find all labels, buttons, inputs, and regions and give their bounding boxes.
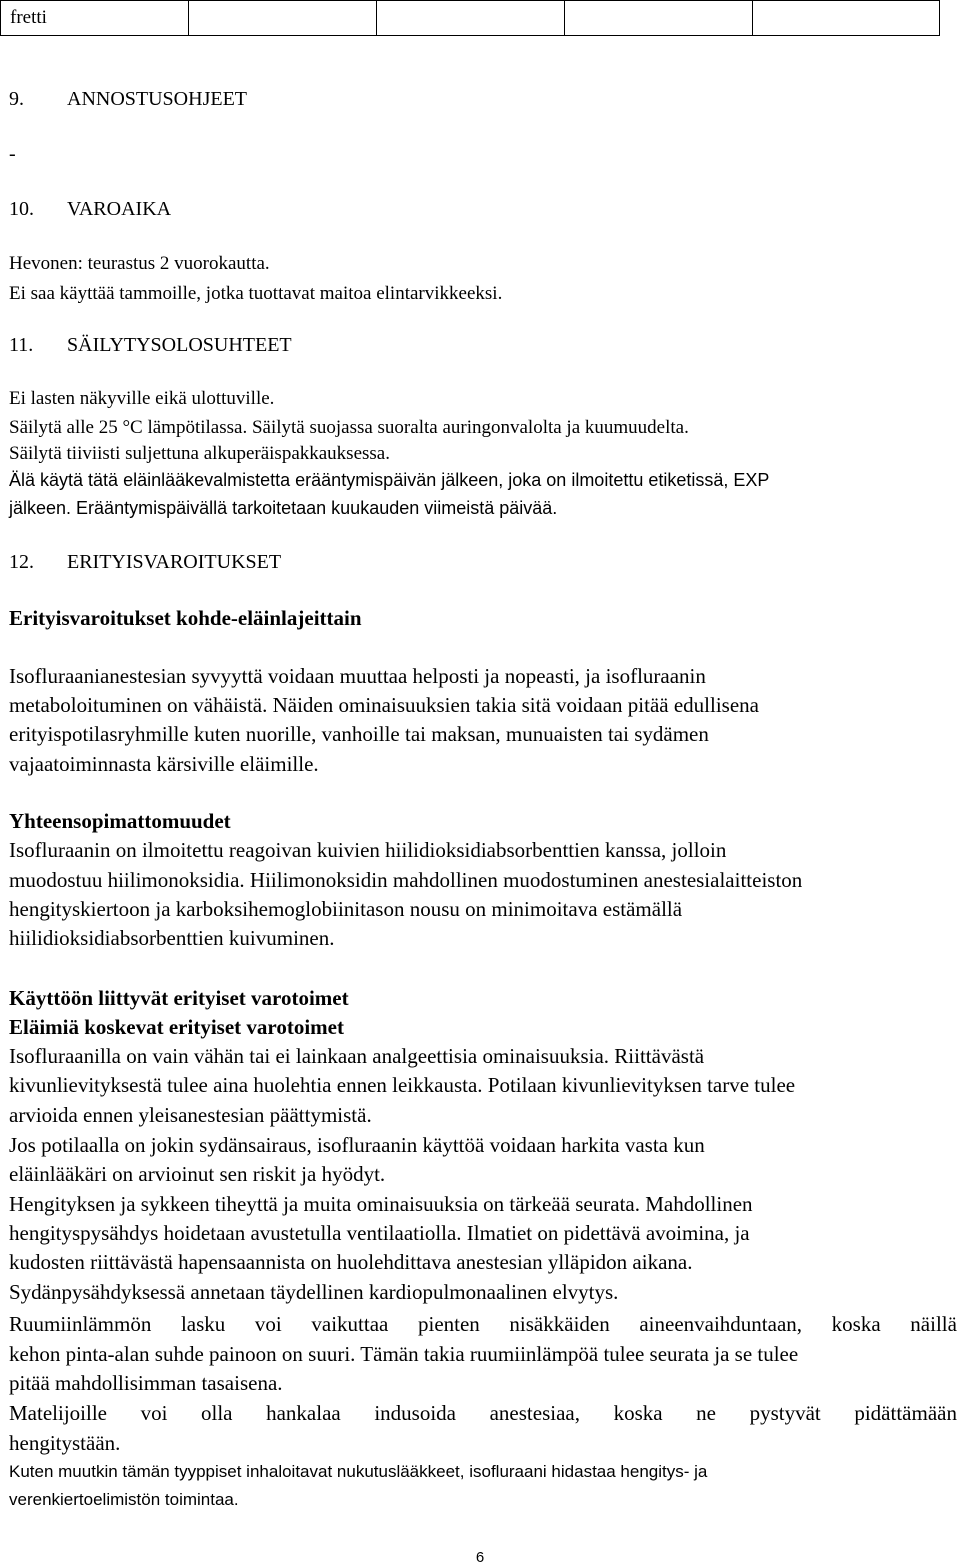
text-line: Hevonen: teurastus 2 vuorokautta. <box>9 253 270 274</box>
word: aineenvaihduntaan, <box>639 1312 803 1336</box>
text-line: metaboloituminen on vähäistä. Näiden ominaisuuksien takia sitä voidaan pitää edullisena <box>9 693 759 717</box>
text-line: Ei saa käyttää tammoille, jotka tuottavat maitoa elintarvikkeeksi. <box>9 283 503 304</box>
text-line: muodostuu hiilimonoksidia. Hiilimonoksidin mahdollinen muodostuminen anestesialaitteiston <box>9 868 803 892</box>
text-line: Isofluraanilla on vain vähän tai ei lainkaan analgeettisia ominaisuuksia. Riittävästä <box>9 1044 705 1068</box>
text-line: kudosten riittävästä hapensaannista on huolehdittava anestesian ylläpidon aikana. <box>9 1250 693 1274</box>
text-line: Jos potilaalla on jokin sydänsairaus, isofluraanin käyttöä voidaan harkita vasta kun <box>9 1133 705 1157</box>
text-line: Sydänpysähdyksessä annetaan täydellinen kardiopulmonaalinen elvytys. <box>9 1280 619 1304</box>
header-cell-empty <box>752 1 940 35</box>
text-line: pitää mahdollisimman tasaisena. <box>9 1371 283 1395</box>
subheading: Eläimiä koskevat erityiset varotoimet <box>9 1015 344 1039</box>
word: koska <box>613 1401 663 1425</box>
subheading: Erityisvaroitukset kohde-eläinlajeittain <box>9 606 362 630</box>
word: olla <box>201 1401 233 1425</box>
text-line: Hengityksen ja sykkeen tiheyttä ja muita ominaisuuksia on tärkeää seurata. Mahdollinen <box>9 1192 753 1216</box>
header-cell-empty <box>564 1 752 35</box>
text-line: hengityspysähdys hoidetaan avustetulla ventilaatiolla. Ilmatiet on pidettävä avoimina, ja <box>9 1221 750 1245</box>
word: näillä <box>910 1312 957 1336</box>
text-line: hiilidioksidiabsorbenttien kuivuminen. <box>9 926 335 950</box>
section-number: 10. <box>9 198 34 220</box>
text-line: hengitystään. <box>9 1431 121 1455</box>
section-title: SÄILYTYSOLOSUHTEET <box>67 334 292 356</box>
word: Ruumiinlämmön <box>9 1312 152 1336</box>
text-line: Kuten muutkin tämän tyyppiset inhaloitavat nukutuslääkkeet, isofluraani hidastaa hengitys- ja <box>9 1462 708 1481</box>
text-line: Isofluraanin on ilmoitettu reagoivan kuivien hiilidioksidiabsorbenttien kanssa, jolloin <box>9 838 727 862</box>
word: voi <box>254 1312 282 1336</box>
word: Matelijoille <box>9 1401 107 1425</box>
word: ne <box>696 1401 716 1425</box>
text-line: jälkeen. Erääntymispäivällä tarkoitetaan kuukauden viimeistä päivää. <box>9 498 558 518</box>
text-line: kivunlievityksestä tulee aina huolehtia ennen leikkausta. Potilaan kivunlievityksen tarve tulee <box>9 1073 796 1097</box>
header-table <box>0 0 940 36</box>
text-line: erityispotilasryhmille kuten nuorille, vanhoille tai maksan, munuaisten tai sydämen <box>9 722 709 746</box>
header-cell-text: fretti <box>0 1 188 35</box>
text-line: hengityskiertoon ja karboksihemoglobiinitason nousu on minimoitava estämällä <box>9 897 683 921</box>
text-line: vajaatoiminnasta kärsiville eläimille. <box>9 752 319 776</box>
word: hankalaa <box>266 1401 341 1425</box>
text-line: Ei lasten näkyville eikä ulottuville. <box>9 388 275 409</box>
section-number: 11. <box>9 334 34 356</box>
text-line: verenkiertoelimistön toimintaa. <box>9 1490 239 1509</box>
section-9-heading <box>9 88 247 111</box>
word: pidättämään <box>854 1401 957 1425</box>
word: nisäkkäiden <box>509 1312 610 1336</box>
text-line: Älä käytä tätä eläinlääkevalmistetta erääntymispäivän jälkeen, joka on ilmoitettu etiketissä, EXP <box>9 470 770 490</box>
text-line: kehon pinta-alan suhde painoon on suuri. Tämän takia ruumiinlämpöä tulee seurata ja se tulee <box>9 1342 799 1366</box>
subheading: Yhteensopimattomuudet <box>9 809 231 833</box>
word: vaikuttaa <box>311 1312 389 1336</box>
section-12-heading <box>9 551 281 574</box>
text-line: Säilytä tiiviisti suljettuna alkuperäispakkauksessa. <box>9 443 390 464</box>
word: indusoida <box>374 1401 456 1425</box>
section-11-heading <box>9 334 292 357</box>
text-line: arvioida ennen yleisanestesian päättymistä. <box>9 1103 372 1127</box>
justified-line <box>9 1401 957 1426</box>
word: pienten <box>417 1312 480 1336</box>
text-line: Säilytä alle 25 °C lämpötilassa. Säilytä suojassa suoralta auringonvalolta ja kuumuudelta. <box>9 417 689 438</box>
text-line: eläinlääkäri on arvioinut sen riskit ja hyödyt. <box>9 1162 386 1186</box>
section-10-heading <box>9 198 171 221</box>
subheading: Käyttöön liittyvät erityiset varotoimet <box>9 986 349 1010</box>
word: koska <box>831 1312 881 1336</box>
section-9-body: - <box>9 143 16 165</box>
section-title: ANNOSTUSOHJEET <box>67 88 247 110</box>
word: anestesiaa, <box>489 1401 580 1425</box>
section-title: ERITYISVAROITUKSET <box>67 551 282 573</box>
page-number: 6 <box>475 1549 485 1566</box>
justified-line <box>9 1312 957 1337</box>
word: pystyvät <box>749 1401 821 1425</box>
header-cell-empty <box>188 1 376 35</box>
word: voi <box>140 1401 168 1425</box>
header-cell-empty <box>376 1 564 35</box>
section-title: VAROAIKA <box>67 198 172 220</box>
section-number: 12. <box>9 551 34 573</box>
section-number: 9. <box>9 88 24 110</box>
word: lasku <box>180 1312 226 1336</box>
text-line: Isofluraanianestesian syvyyttä voidaan muuttaa helposti ja nopeasti, ja isofluraanin <box>9 664 706 688</box>
